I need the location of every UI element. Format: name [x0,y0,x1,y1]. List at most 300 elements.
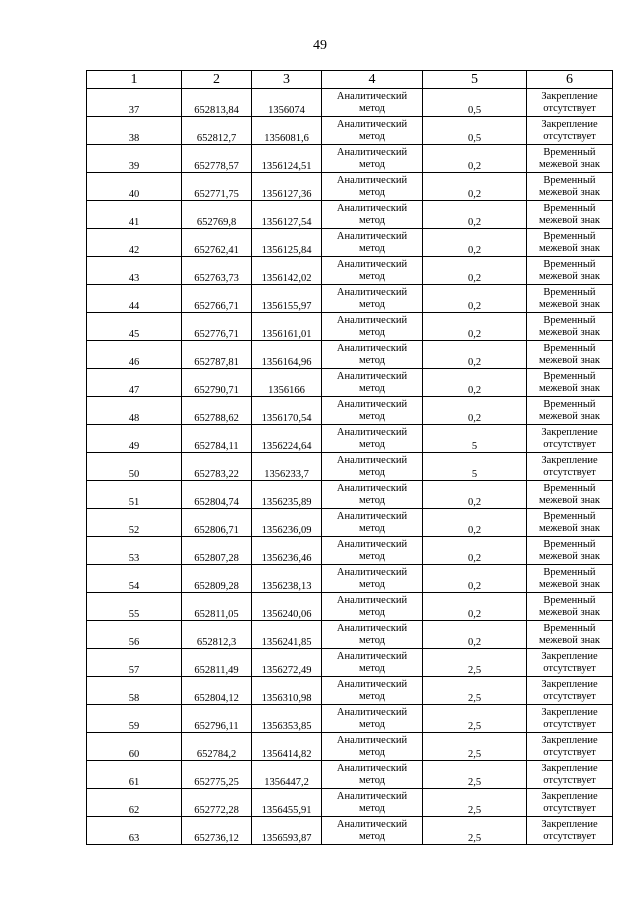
method-cell-text: Аналитический [336,315,408,326]
point-number-cell-text: 45 [128,328,140,340]
fixation-cell-text: Закрепление [541,455,598,466]
method-cell-text: Аналитический [336,371,408,382]
fixation-cell [527,649,613,677]
accuracy-cell [423,677,527,705]
method-cell-text: Аналитический [336,231,408,242]
point-number-cell [87,201,182,229]
point-number-cell-text: 39 [128,160,140,172]
method-cell-text: метод [358,410,386,422]
method-cell [322,733,423,761]
accuracy-cell-text: 2,5 [467,832,482,844]
fixation-cell-text: Закрепление [541,119,598,130]
x-coordinate-cell-text: 652812,3 [196,636,237,648]
point-number-cell-text: 52 [128,524,140,536]
accuracy-cell [423,481,527,509]
point-number-cell-text: 43 [128,272,140,284]
x-coordinate-cell [182,817,252,845]
fixation-cell-text: Временный [543,175,596,186]
point-number-cell-text: 55 [128,608,140,620]
fixation-cell-text: межевой знак [539,382,600,394]
x-coordinate-cell [182,397,252,425]
accuracy-cell [423,565,527,593]
fixation-cell-text: Временный [543,399,596,410]
x-coordinate-cell [182,341,252,369]
header-cell: 1 [87,71,182,89]
method-cell [322,313,423,341]
method-cell-text: метод [358,522,386,534]
y-coordinate-cell-text: 1356353,85 [261,720,312,732]
accuracy-cell [423,285,527,313]
page-number: 49 [313,38,327,53]
y-coordinate-cell [252,173,322,201]
fixation-cell [527,621,613,649]
method-cell-text: Аналитический [336,119,408,130]
accuracy-cell-text: 0,2 [467,496,482,508]
fixation-cell-text: отсутствует [543,466,596,478]
x-coordinate-cell-text: 652790,71 [194,384,239,396]
x-coordinate-cell-text: 652776,71 [194,328,239,340]
accuracy-cell-text: 0,5 [467,132,482,144]
table-row [87,89,613,117]
x-coordinate-cell-text: 652796,11 [194,720,239,732]
x-coordinate-cell-text: 652804,12 [194,692,239,704]
point-number-cell [87,593,182,621]
accuracy-cell [423,229,527,257]
point-number-cell-text: 50 [128,468,140,480]
method-cell-text: Аналитический [336,147,408,158]
point-number-cell [87,397,182,425]
fixation-cell-text: отсутствует [543,802,596,814]
point-number-cell [87,285,182,313]
y-coordinate-cell-text: 1356414,82 [261,748,312,760]
method-cell-text: метод [358,186,386,198]
x-coordinate-cell [182,481,252,509]
x-coordinate-cell-text: 652807,28 [194,552,239,564]
method-cell-text: метод [358,466,386,478]
method-cell-text: Аналитический [336,427,408,438]
accuracy-cell-text: 0,2 [467,384,482,396]
method-cell [322,649,423,677]
fixation-cell-text: отсутствует [543,718,596,730]
y-coordinate-cell [252,705,322,733]
method-cell-text: метод [358,690,386,702]
method-cell [322,145,423,173]
fixation-cell-text: Временный [543,483,596,494]
accuracy-cell-text: 0,2 [467,356,482,368]
method-cell-text: метод [358,158,386,170]
header-cell: 6 [527,71,613,89]
fixation-cell-text: межевой знак [539,186,600,198]
method-cell [322,257,423,285]
y-coordinate-cell [252,257,322,285]
method-cell [322,537,423,565]
x-coordinate-cell-text: 652811,05 [194,608,239,620]
fixation-cell-text: Временный [543,147,596,158]
point-number-cell [87,565,182,593]
table-row [87,705,613,733]
accuracy-cell-text: 0,2 [467,552,482,564]
method-cell-text: Аналитический [336,343,408,354]
y-coordinate-cell-text: 1356236,46 [261,552,312,564]
point-number-cell-text: 54 [128,580,140,592]
y-coordinate-cell [252,649,322,677]
accuracy-cell [423,509,527,537]
accuracy-cell-text: 0,2 [467,160,482,172]
accuracy-cell [423,145,527,173]
y-coordinate-cell-text: 1356081,6 [264,132,309,144]
header-cell: 5 [423,71,527,89]
fixation-cell [527,705,613,733]
accuracy-cell-text: 5 [471,468,478,480]
y-coordinate-cell-text: 1356074 [268,104,305,116]
fixation-cell-text: межевой знак [539,522,600,534]
fixation-cell-text: отсутствует [543,662,596,674]
x-coordinate-cell-text: 652784,2 [196,748,237,760]
method-cell-text: Аналитический [336,399,408,410]
point-number-cell-text: 61 [128,776,140,788]
x-coordinate-cell [182,89,252,117]
fixation-cell [527,733,613,761]
method-cell-text: Аналитический [336,819,408,830]
y-coordinate-cell-text: 1356241,85 [261,636,312,648]
method-cell-text: метод [358,578,386,590]
point-number-cell [87,761,182,789]
fixation-cell [527,117,613,145]
x-coordinate-cell-text: 652812,7 [196,132,237,144]
method-cell-text: Аналитический [336,679,408,690]
point-number-cell [87,649,182,677]
point-number-cell [87,817,182,845]
method-cell [322,565,423,593]
table-row [87,201,613,229]
y-coordinate-cell-text: 1356170,54 [261,412,312,424]
y-coordinate-cell-text: 1356125,84 [261,244,312,256]
fixation-cell-text: Закрепление [541,679,598,690]
method-cell-text: метод [358,662,386,674]
x-coordinate-cell [182,677,252,705]
y-coordinate-cell [252,341,322,369]
accuracy-cell-text: 2,5 [467,776,482,788]
method-cell-text: Аналитический [336,203,408,214]
accuracy-cell [423,817,527,845]
fixation-cell [527,453,613,481]
point-number-cell [87,145,182,173]
x-coordinate-cell-text: 652811,49 [194,664,239,676]
method-cell [322,789,423,817]
x-coordinate-cell [182,369,252,397]
method-cell [322,369,423,397]
fixation-cell-text: отсутствует [543,774,596,786]
x-coordinate-cell [182,257,252,285]
x-coordinate-cell [182,565,252,593]
fixation-cell-text: Закрепление [541,791,598,802]
fixation-cell-text: межевой знак [539,494,600,506]
x-coordinate-cell-text: 652762,41 [194,244,239,256]
fixation-cell [527,789,613,817]
table-row [87,285,613,313]
point-number-cell-text: 49 [128,440,140,452]
method-cell-text: метод [358,326,386,338]
fixation-cell-text: Временный [543,259,596,270]
method-cell [322,117,423,145]
fixation-cell-text: Временный [543,567,596,578]
accuracy-cell [423,621,527,649]
accuracy-cell-text: 0,2 [467,188,482,200]
x-coordinate-cell-text: 652783,22 [194,468,239,480]
method-cell-text: Аналитический [336,735,408,746]
method-cell [322,705,423,733]
fixation-cell-text: отсутствует [543,830,596,842]
coordinates-table [86,70,613,845]
fixation-cell [527,761,613,789]
y-coordinate-cell [252,369,322,397]
method-cell-text: Аналитический [336,623,408,634]
x-coordinate-cell-text: 652775,25 [194,776,239,788]
method-cell-text: метод [358,634,386,646]
point-number-cell-text: 38 [128,132,140,144]
point-number-cell-text: 48 [128,412,140,424]
method-cell-text: Аналитический [336,595,408,606]
method-cell [322,761,423,789]
x-coordinate-cell-text: 652769,8 [196,216,237,228]
y-coordinate-cell-text: 1356272,49 [261,664,312,676]
fixation-cell-text: Закрепление [541,763,598,774]
x-coordinate-cell [182,425,252,453]
x-coordinate-cell [182,649,252,677]
y-coordinate-cell-text: 1356164,96 [261,356,312,368]
point-number-cell-text: 40 [128,188,140,200]
table-row [87,453,613,481]
table-row [87,257,613,285]
accuracy-cell [423,341,527,369]
fixation-cell-text: межевой знак [539,326,600,338]
y-coordinate-cell-text: 1356236,09 [261,524,312,536]
accuracy-cell [423,89,527,117]
x-coordinate-cell [182,621,252,649]
method-cell-text: метод [358,774,386,786]
point-number-cell-text: 58 [128,692,140,704]
fixation-cell-text: Временный [543,595,596,606]
x-coordinate-cell-text: 652809,28 [194,580,239,592]
x-coordinate-cell [182,229,252,257]
point-number-cell [87,789,182,817]
method-cell-text: метод [358,718,386,730]
method-cell-text: метод [358,242,386,254]
accuracy-cell [423,453,527,481]
point-number-cell-text: 51 [128,496,140,508]
fixation-cell [527,313,613,341]
point-number-cell [87,733,182,761]
x-coordinate-cell [182,285,252,313]
method-cell-text: Аналитический [336,791,408,802]
fixation-cell-text: Закрепление [541,91,598,102]
fixation-cell-text: межевой знак [539,158,600,170]
fixation-cell [527,369,613,397]
method-cell-text: Аналитический [336,455,408,466]
fixation-cell-text: межевой знак [539,298,600,310]
point-number-cell [87,509,182,537]
y-coordinate-cell [252,789,322,817]
y-coordinate-cell-text: 1356233,7 [264,468,309,480]
table-row [87,397,613,425]
point-number-cell [87,229,182,257]
y-coordinate-cell-text: 1356224,64 [261,440,312,452]
table-row [87,117,613,145]
method-cell [322,817,423,845]
accuracy-cell-text: 2,5 [467,720,482,732]
table-row [87,565,613,593]
y-coordinate-cell-text: 1356240,06 [261,608,312,620]
table-row [87,369,613,397]
x-coordinate-cell [182,537,252,565]
y-coordinate-cell-text: 1356124,51 [261,160,312,172]
point-number-cell-text: 46 [128,356,140,368]
point-number-cell-text: 63 [128,832,140,844]
accuracy-cell [423,369,527,397]
fixation-cell-text: Закрепление [541,735,598,746]
header-row [87,71,613,89]
y-coordinate-cell-text: 1356161,01 [261,328,312,340]
fixation-cell-text: межевой знак [539,606,600,618]
table-row [87,733,613,761]
method-cell [322,677,423,705]
y-coordinate-cell-text: 1356238,13 [261,580,312,592]
table-row [87,425,613,453]
fixation-cell [527,677,613,705]
y-coordinate-cell [252,817,322,845]
table-row [87,649,613,677]
point-number-cell [87,705,182,733]
fixation-cell-text: межевой знак [539,242,600,254]
x-coordinate-cell [182,201,252,229]
method-cell-text: метод [358,298,386,310]
x-coordinate-cell [182,509,252,537]
table-row [87,173,613,201]
fixation-cell [527,229,613,257]
accuracy-cell [423,117,527,145]
fixation-cell [527,817,613,845]
fixation-cell-text: межевой знак [539,550,600,562]
point-number-cell [87,341,182,369]
point-number-cell-text: 60 [128,748,140,760]
y-coordinate-cell [252,117,322,145]
accuracy-cell [423,201,527,229]
accuracy-cell [423,173,527,201]
fixation-cell-text: Временный [543,371,596,382]
accuracy-cell-text: 2,5 [467,804,482,816]
fixation-cell-text: отсутствует [543,102,596,114]
method-cell [322,173,423,201]
y-coordinate-cell [252,537,322,565]
y-coordinate-cell [252,425,322,453]
y-coordinate-cell-text: 1356127,54 [261,216,312,228]
y-coordinate-cell [252,145,322,173]
fixation-cell-text: Закрепление [541,819,598,830]
table-row [87,789,613,817]
y-coordinate-cell-text: 1356142,02 [261,272,312,284]
y-coordinate-cell-text: 1356455,91 [261,804,312,816]
y-coordinate-cell [252,229,322,257]
fixation-cell-text: Временный [543,343,596,354]
x-coordinate-cell-text: 652804,74 [194,496,239,508]
accuracy-cell-text: 2,5 [467,664,482,676]
table-row [87,817,613,845]
method-cell [322,397,423,425]
method-cell [322,341,423,369]
point-number-cell-text: 56 [128,636,140,648]
method-cell-text: метод [358,802,386,814]
y-coordinate-cell [252,285,322,313]
point-number-cell [87,481,182,509]
y-coordinate-cell [252,565,322,593]
accuracy-cell-text: 2,5 [467,692,482,704]
x-coordinate-cell-text: 652736,12 [194,832,239,844]
fixation-cell [527,145,613,173]
method-cell-text: Аналитический [336,539,408,550]
y-coordinate-cell-text: 1356593,87 [261,832,312,844]
method-cell [322,621,423,649]
method-cell-text: Аналитический [336,763,408,774]
point-number-cell [87,173,182,201]
table-row [87,341,613,369]
x-coordinate-cell [182,593,252,621]
accuracy-cell [423,789,527,817]
y-coordinate-cell [252,397,322,425]
fixation-cell-text: отсутствует [543,690,596,702]
x-coordinate-cell-text: 652813,84 [194,104,239,116]
point-number-cell [87,117,182,145]
fixation-cell-text: отсутствует [543,438,596,450]
x-coordinate-cell [182,705,252,733]
method-cell-text: метод [358,438,386,450]
accuracy-cell-text: 0,2 [467,580,482,592]
point-number-cell-text: 53 [128,552,140,564]
fixation-cell [527,89,613,117]
fixation-cell [527,397,613,425]
y-coordinate-cell [252,89,322,117]
table-row [87,593,613,621]
table-row [87,537,613,565]
method-cell [322,425,423,453]
header-cell: 4 [322,71,423,89]
point-number-cell-text: 59 [128,720,140,732]
fixation-cell-text: Временный [543,511,596,522]
accuracy-cell-text: 2,5 [467,748,482,760]
method-cell-text: Аналитический [336,567,408,578]
fixation-cell [527,565,613,593]
y-coordinate-cell-text: 1356310,98 [261,692,312,704]
fixation-cell-text: Временный [543,315,596,326]
fixation-cell-text: межевой знак [539,578,600,590]
method-cell [322,229,423,257]
x-coordinate-cell [182,145,252,173]
point-number-cell [87,257,182,285]
table-row [87,509,613,537]
accuracy-cell-text: 0,2 [467,524,482,536]
accuracy-cell-text: 0,2 [467,272,482,284]
table-row [87,677,613,705]
fixation-cell [527,425,613,453]
y-coordinate-cell-text: 1356155,97 [261,300,312,312]
accuracy-cell-text: 0,2 [467,636,482,648]
fixation-cell-text: отсутствует [543,746,596,758]
x-coordinate-cell [182,761,252,789]
fixation-cell [527,257,613,285]
y-coordinate-cell-text: 1356447,2 [264,776,309,788]
header-cell: 2 [182,71,252,89]
method-cell-text: метод [358,606,386,618]
accuracy-cell [423,733,527,761]
